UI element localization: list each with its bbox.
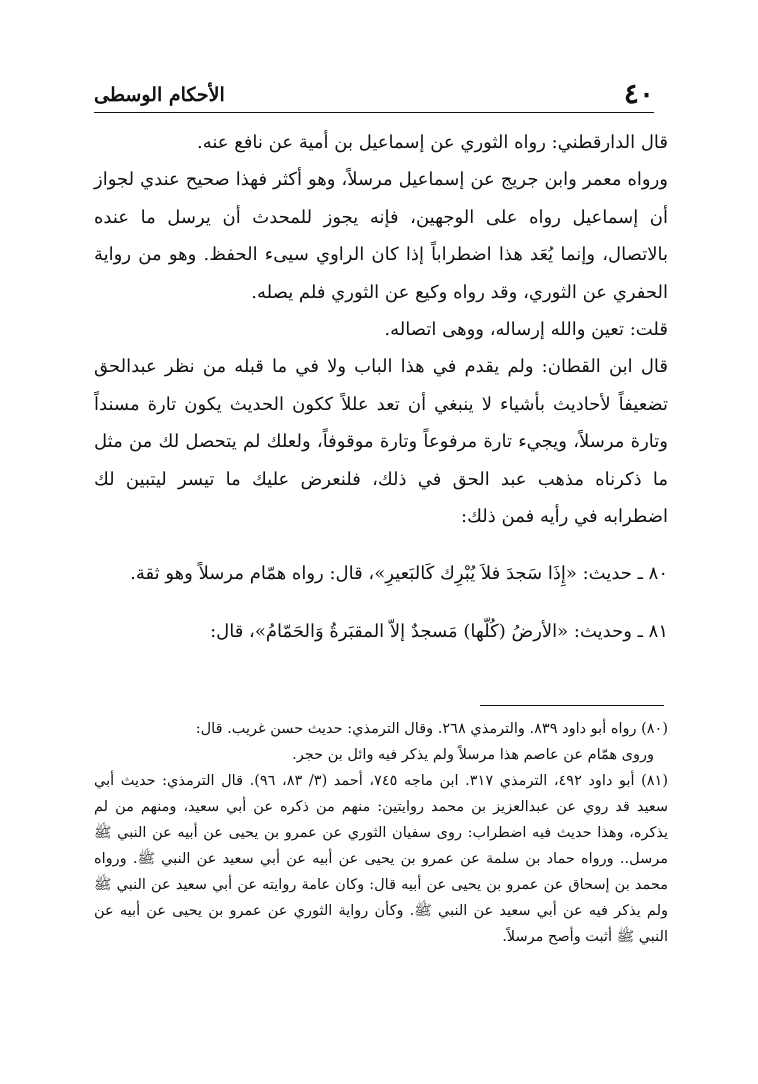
page-header — [94, 78, 654, 110]
footnotes — [94, 716, 668, 950]
footnote-rule — [480, 705, 664, 706]
paragraph-ibn-alqattan: قال ابن القطان: ولم يقدم في هذا الباب ولا في ما قبله من نظر عبدالحق تضعيفاً لأحاديث بأشياء لا ينبغي أن تعد عللاً ككون الحديث يكون تارة مسنداً وتارة مرسلاً، ويجيء تارة مرفوعاً وتارة موقوفاً، ولعلك لم يتحصل لك من مثل ما ذكرناه مذهب عبد الحق في ذلك، فلنعرض عليك ما تيسر ليتبين لك اضطرابه في رأيه فمن ذلك: — [94, 356, 668, 528]
page-number: ٤٠ — [623, 77, 654, 110]
hadith-80: ٨٠ ـ حديث: «إِذَا سَجدَ فلاَ يُبْرِك كَالبَعيرِ»، قال: رواه همّام مرسلاً وهو ثقة. — [130, 563, 668, 585]
footnote-80-continuation: وروى همّام عن عاصم هذا مرسلاً ولم يذكر فيه وائل بن حجر. — [292, 747, 654, 763]
paragraph-daraqutni: قال الدارقطني: رواه الثوري عن إسماعيل بن أمية عن نافع عنه. — [196, 132, 668, 153]
paragraph-mamar: ورواه معمر وابن جريج عن إسماعيل مرسلاً، وهو أكثر فهذا صحيح عندي لجواز أن إسماعيل رواه على الوجهين، فإنه يجوز للمحدث أن يرسل ما عنده بالاتصال، وإنما يُعَد هذا اضطراباً إذا كان الراوي سيىء الحفظ. وهو من رواية الحفري عن الثوري، وقد رواه وكيع عن الثوري فلم يصله. — [94, 169, 668, 303]
running-title: الأحكام الوسطى — [94, 84, 225, 106]
paragraph-qultu: قلت: تعين والله إرساله، ووهى اتصاله. — [384, 319, 668, 341]
main-text — [94, 124, 668, 650]
header-rule — [94, 112, 654, 113]
footnote-81: (٨١) أبو داود ٤٩٢، الترمذي ٣١٧. ابن ماجه ٧٤٥، أحمد (٣/ ٨٣، ٩٦). قال الترمذي: حديث أبي سعيد قد روي عن عبدالعزيز بن محمد روايتين: منهم من ذكره عن أبي سعيد، ومنهم من لم يذكره، وهذا حديث فيه اضطراب: روى سفيان الثوري عن عمرو بن يحيى عن أبيه عن النبي ﷺ مرسل.. ورواه حماد بن سلمة عن عمرو بن يحيى عن أبيه عن أبي سعيد عن النبي ﷺ. ورواه محمد بن إسحاق عن عمرو بن يحيى عن أبيه قال: وكان عامة روايته عن أبي سعيد عن النبي ﷺ ولم يذكر فيه عن أبي سعيد عن النبي ﷺ. وكأن رواية الثوري عن عمرو بن يحيى عن أبيه عن النبي ﷺ أثبت وأصح مرسلاً. — [94, 773, 669, 945]
footnote-80: (٨٠) رواه أبو داود ٨٣٩. والترمذي ٢٦٨. وقال الترمذي: حديث حسن غريب. قال: — [195, 721, 668, 737]
hadith-81: ٨١ ـ وحديث: «الأرضُ (كُلّها) مَسجدٌ إلاّ المقبَرةُ وَالحَمّامُ»، قال: — [210, 620, 668, 642]
